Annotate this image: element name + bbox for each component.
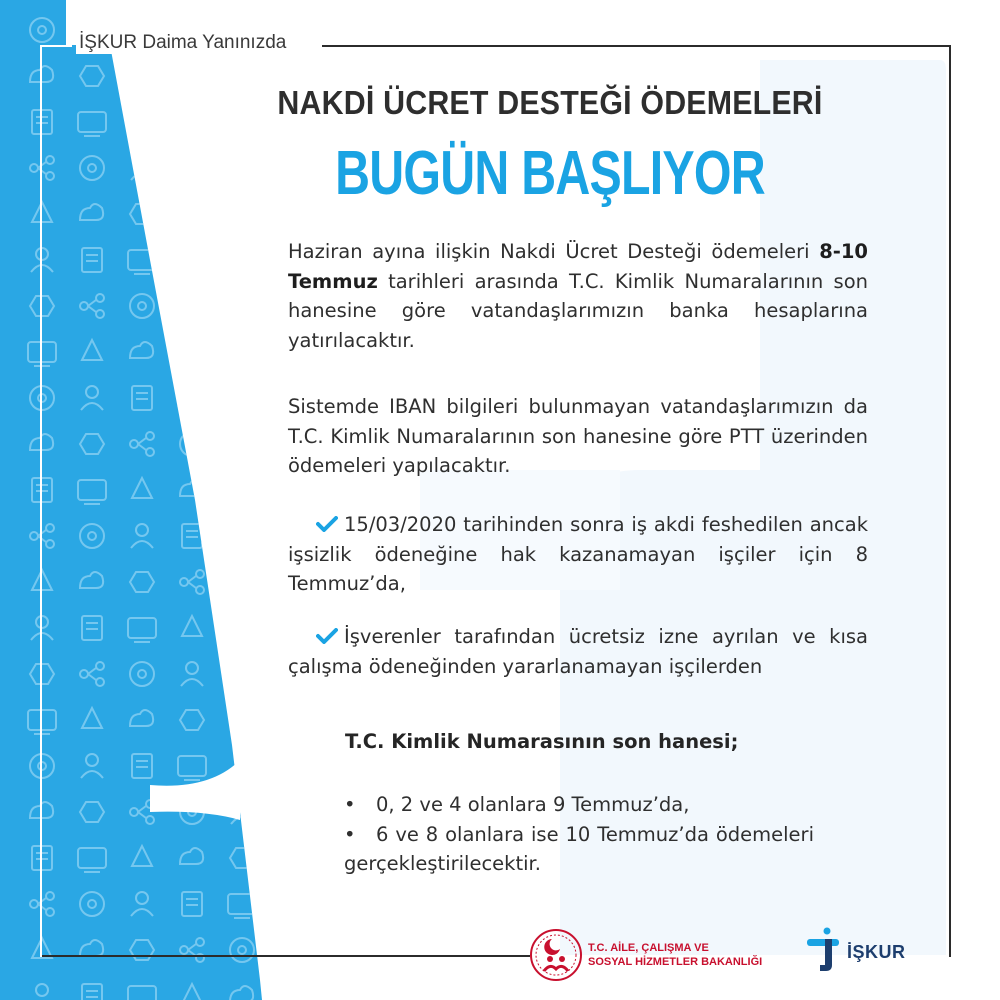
frame-left-top-line — [40, 45, 72, 47]
frame-bottom-line — [40, 955, 530, 957]
pattern-doodle — [182, 156, 202, 180]
list-item — [344, 790, 814, 820]
pattern-doodle — [130, 64, 154, 88]
checkmark-icon — [316, 628, 338, 644]
check-item-2-text: İşverenler tarafından ücretsiz izne ayrılan ve kısa çalışma ödeneğinden yararlanamayan işçilerden — [288, 625, 868, 678]
check-item-1-text: 15/03/2020 tarihinden sonra iş akdi feshedilen ancak işsizlik ödeneğine hak kazanamayan işçiler için 8 Temmuz’da, — [288, 513, 868, 595]
paragraph-1-bold-dates: 8-10 Temmuz — [288, 240, 868, 293]
pattern-doodle — [182, 248, 202, 268]
check-item-1 — [288, 510, 868, 599]
list-item — [344, 820, 814, 879]
pattern-doodle — [230, 708, 254, 732]
iskur-wordmark: İŞKUR — [847, 942, 906, 962]
schedule-list — [344, 790, 814, 879]
paragraph-payment-dates — [288, 237, 868, 355]
pattern-doodle — [230, 202, 254, 226]
list-item-text: 6 ve 8 olanlara ise 10 Temmuz’da ödemeleri gerçekleştirilecektir. — [344, 822, 814, 875]
ministry-name-line-2: SOSYAL HİZMETLER BAKANLIĞI — [588, 956, 763, 968]
ministry-logo — [528, 925, 788, 985]
page-title: NAKDİ ÜCRET DESTEĞİ ÖDEMELERİ — [277, 84, 823, 121]
frame-top-line — [322, 45, 951, 47]
pattern-doodle — [132, 110, 152, 130]
page-subtitle: BUGÜN BAŞLIYOR — [335, 139, 765, 208]
pattern-doodle — [178, 388, 206, 412]
frame-right-line — [949, 45, 951, 957]
pattern-doodle — [180, 342, 204, 362]
bullet-marker: • — [344, 822, 356, 846]
iskur-logo-icon — [805, 927, 845, 973]
pattern-doodle — [230, 250, 253, 266]
iskur-logo — [805, 925, 925, 975]
id-number-heading: T.C. Kimlik Numarasının son hanesi; — [345, 730, 739, 753]
checkmark-icon — [316, 516, 338, 532]
check-item-2 — [288, 622, 868, 681]
ministry-emblem-icon — [528, 925, 584, 985]
pattern-doodle — [230, 570, 254, 594]
pattern-doodle — [231, 432, 253, 456]
pattern-doodle — [232, 294, 252, 318]
ministry-name — [588, 941, 762, 969]
ministry-name-line-1: T.C. AİLE, ÇALIŞMA VE — [588, 942, 709, 954]
pattern-doodle — [228, 158, 256, 182]
pattern-doodle — [230, 480, 254, 500]
pattern-doodle — [131, 156, 153, 180]
pattern-doodle — [180, 112, 203, 128]
pattern-doodle — [228, 526, 256, 550]
pattern-doodle — [230, 340, 254, 364]
frame-left-line — [40, 45, 42, 957]
pattern-doodle — [232, 386, 252, 406]
tagline: İŞKUR Daima Yanınızda — [76, 32, 290, 54]
paragraph-ptt: Sistemde IBAN bilgileri bulunmayan vatandaşlarımızın da T.C. Kimlik Numaralarının son hanesine göre PTT üzerinden ödemeleri yapılacaktır. — [288, 395, 868, 477]
pattern-doodle — [181, 294, 203, 318]
pattern-doodle — [232, 662, 252, 686]
pattern-doodle — [180, 64, 204, 88]
pattern-doodle — [230, 618, 253, 634]
paragraph-1-start: Haziran ayına ilişkin Nakdi Ücret Desteği ödemeleri — [288, 240, 820, 263]
pattern-doodle — [180, 202, 204, 226]
list-item-text: 0, 2 ve 4 olanlara 9 Temmuz’da, — [376, 793, 690, 816]
paragraph-1-end: tarihleri arasında T.C. Kimlik Numaralarının son hanesine göre vatandaşlarımızın banka hesaplarına yatırılacaktır. — [288, 269, 868, 352]
bullet-marker: • — [344, 793, 356, 816]
